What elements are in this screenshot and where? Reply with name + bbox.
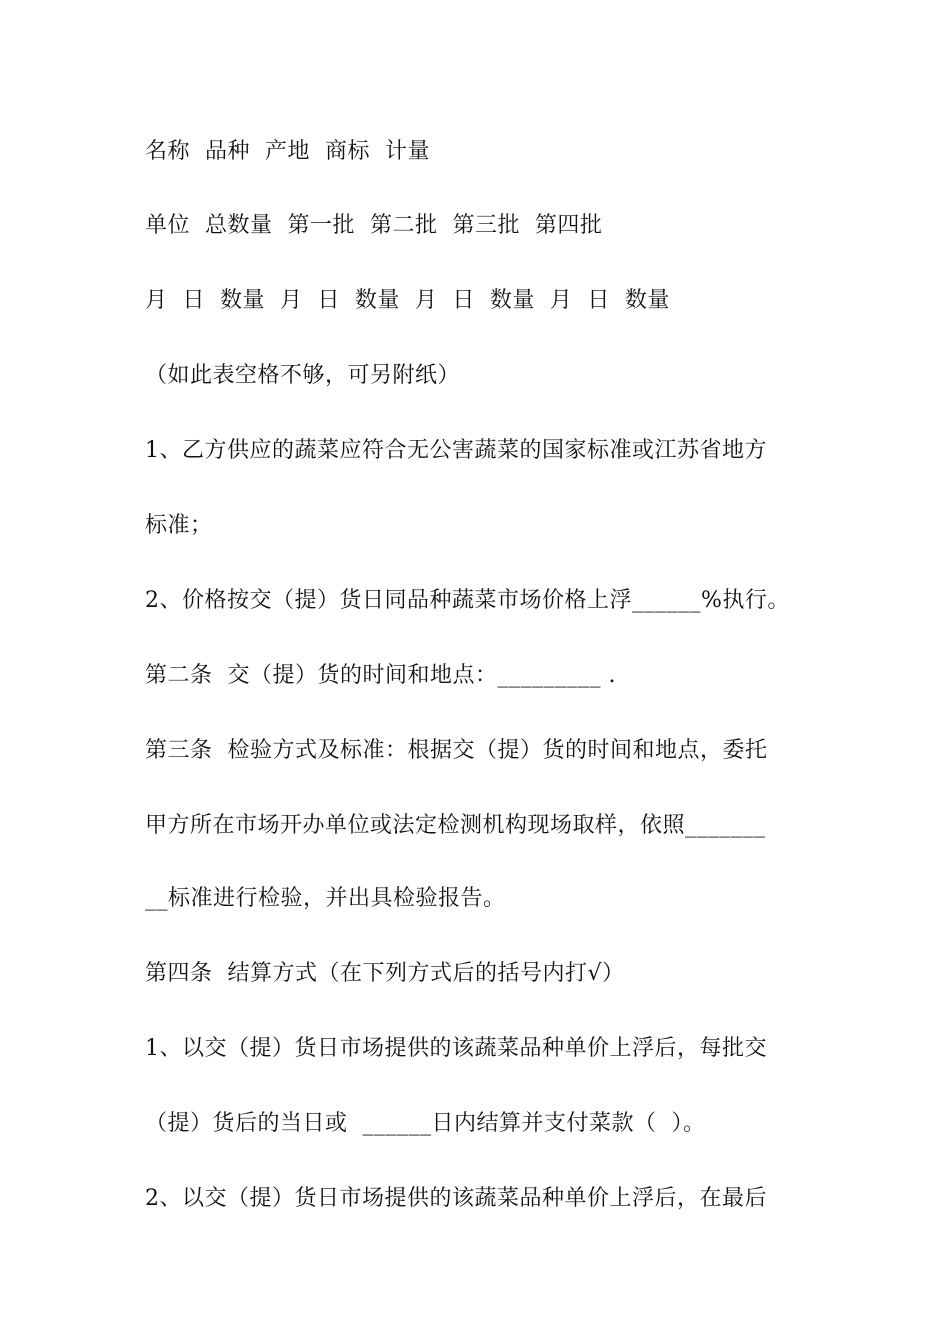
table-header-line-1: 名称 品种 产地 商标 计量 [145,139,430,164]
clause-item-1: 1、乙方供应的蔬菜应符合无公害蔬菜的国家标准或江苏省地方 [145,438,767,463]
settlement-option-2: 2、以交（提）货日市场提供的该蔬菜品种单价上浮后，在最后 [145,1186,767,1211]
clause-item-1-continued: 标准； [145,513,213,538]
settlement-option-1-continued: （提）货后的当日或 ______日内结算并支付菜款（ ）。 [145,1111,706,1136]
article-3: 第三条 检验方式及标准：根据交（提）货的时间和地点，委托 [145,738,768,763]
article-3-end: __标准进行检验，并出具检验报告。 [145,886,506,911]
table-header-line-3: 月 日 数量 月 日 数量 月 日 数量 月 日 数量 [145,288,670,313]
article-2: 第二条 交（提）货的时间和地点：_________ . [145,663,616,688]
table-header-line-2: 单位 总数量 第一批 第二批 第三批 第四批 [145,213,603,238]
settlement-option-1: 1、以交（提）货日市场提供的该蔬菜品种单价上浮后，每批交 [145,1036,767,1061]
clause-item-2: 2、价格按交（提）货日同品种蔬菜市场价格上浮______%执行。 [145,588,790,613]
article-3-continued: 甲方所在市场开办单位或法定检测机构现场取样，依照_______ [145,813,766,838]
table-note: （如此表空格不够，可另附纸） [145,363,461,388]
article-4: 第四条 结算方式（在下列方式后的括号内打√） [145,961,625,986]
